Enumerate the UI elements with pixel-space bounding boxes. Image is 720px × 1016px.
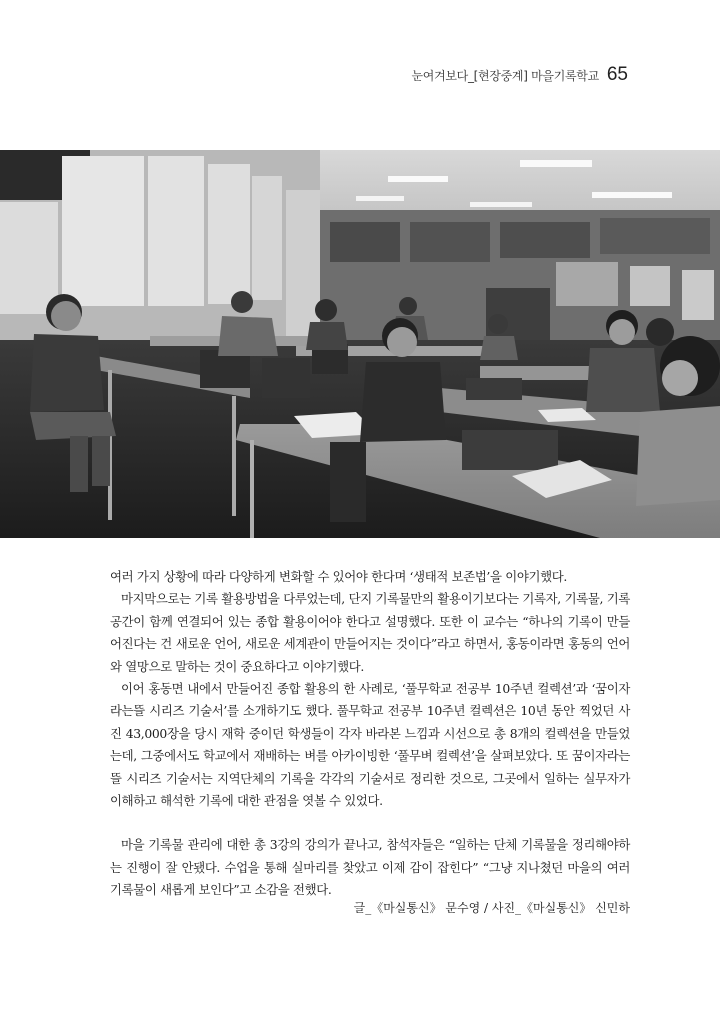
classroom-photo — [0, 150, 720, 538]
photo-credit: 글_《마실통신》 문수영 / 사진_《마실통신》 신민하 — [353, 901, 630, 915]
paragraph: 이어 홍동면 내에서 만들어진 종합 활용의 한 사례로, ‘풀무학교 전공부 10주년 컬렉션’과 ‘꿈이자라는뜰 시리즈 기술서’를 소개하기도 했다. 풀무학교 전공부 10주년 컬렉션은 10년 동안 찍었던 사진 43,000장을 당시 재학 중이던 학생들이 각자 바라본 느낌과 시선으로 총 8개의 컬렉션을 만들었는데, 그중에서도 학교에서 재배하는 벼를 아카이빙한 ‘풀무벼 컬렉션’을 살펴보았다. 또 꿈이자라는뜰 시리즈 기술서는 지역단체의 기록을 각각의 기술서로 정리한 것으로, 그곳에서 일하는 실무자가 이해하고 해석한 기록에 대한 관점을 엿볼 수 있었다. — [110, 681, 630, 809]
page-number: 65 — [606, 64, 628, 85]
paragraph: 마을 기록물 관리에 대한 총 3강의 강의가 끝나고, 참석자들은 “일하는 단체 기록물을 정리해야하는 진행이 잘 안됐다. 수업을 통해 실마리를 찾았고 이제 감이 잡힌다” “그냥 지나쳤던 마을의 여러 기록물이 새롭게 보인다”고 소감을 전했다. — [110, 837, 630, 898]
paragraph: 여러 가지 상황에 따라 다양하게 변화할 수 있어야 한다며 ‘생태적 보존법’을 이야기했다. — [110, 569, 567, 584]
article-body — [110, 566, 630, 902]
running-header — [412, 64, 629, 86]
paragraph: 마지막으로는 기록 활용방법을 다루었는데, 단지 기록물만의 활용이기보다는 기록자, 기록물, 기록공간이 함께 연결되어 있는 종합 활용이어야 한다고 설명했다. 또한 이 교수는 “하나의 기록이 만들어진다는 건 새로운 언어, 새로운 세계관이 만들어지는 것이다”라고 하면서, 홍동이라면 홍동의 언어와 열망으로 말하는 것이 중요하다고 이야기했다. — [110, 591, 630, 674]
section-title: 눈여겨보다_[현장중계] 마을기록학교 — [411, 69, 599, 83]
